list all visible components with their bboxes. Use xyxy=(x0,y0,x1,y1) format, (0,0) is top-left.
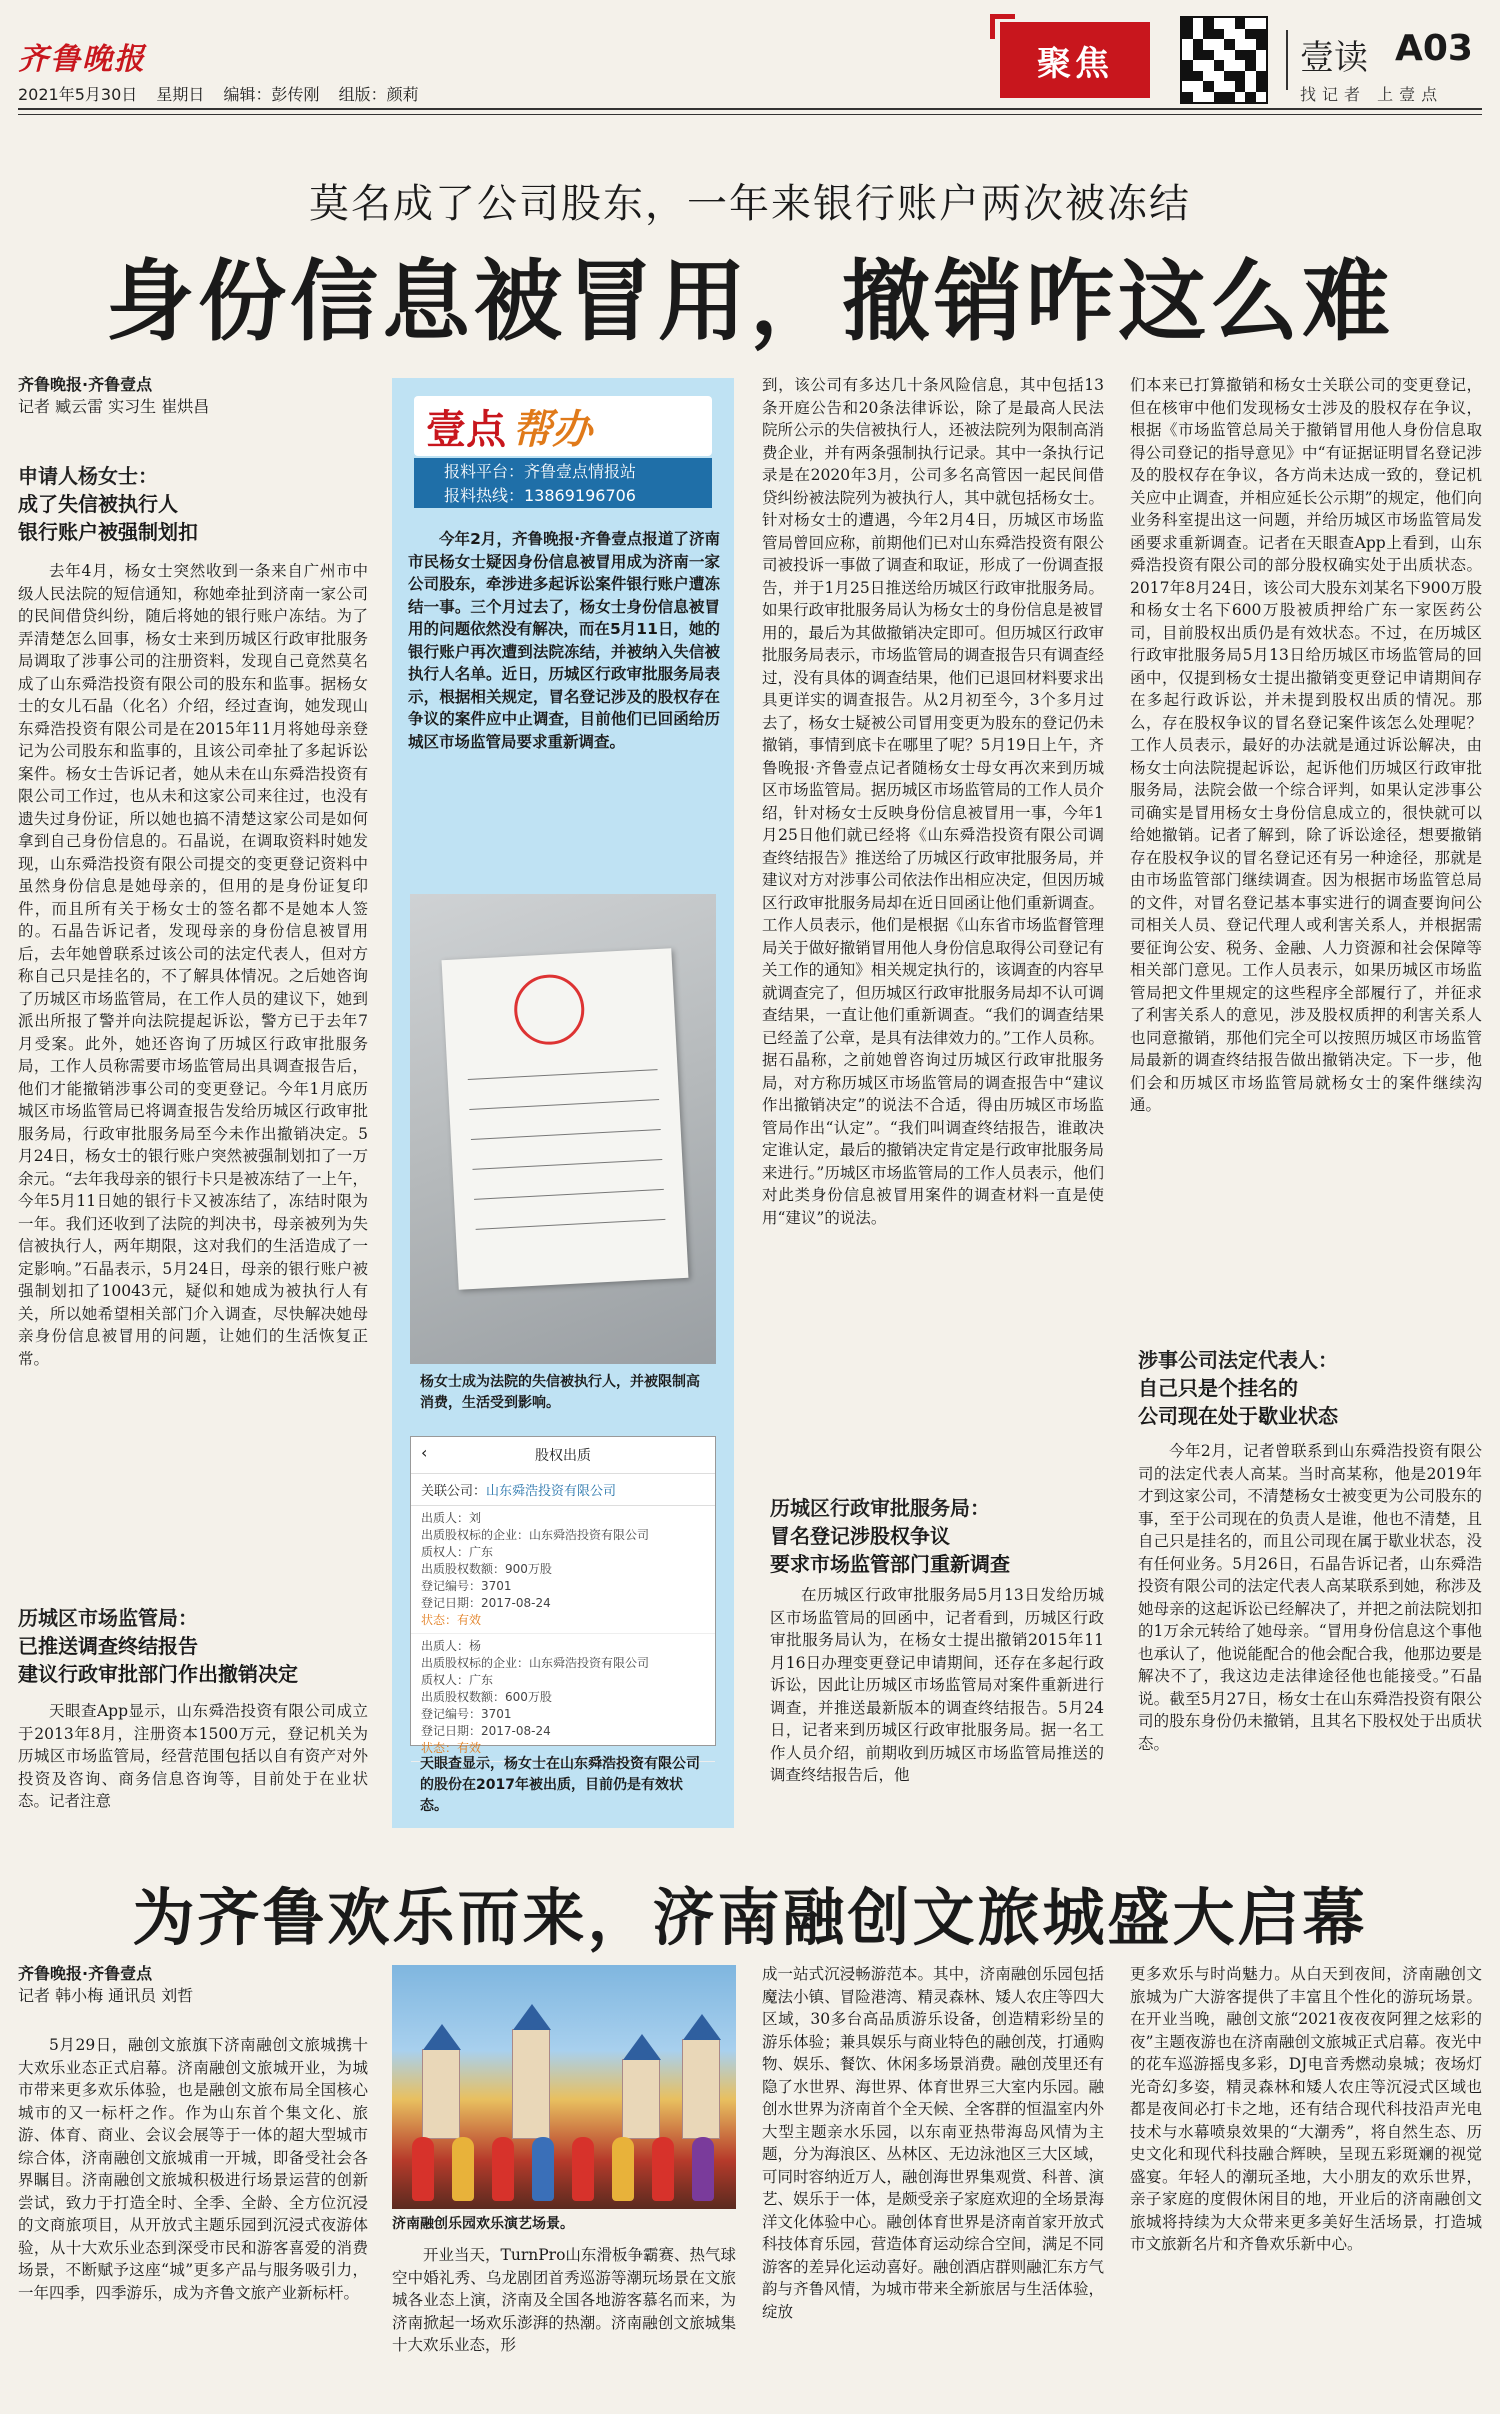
help-box-text: 今年2月，齐鲁晚报·齐鲁壹点报道了济南市民杨女士疑因身份信息被冒用成为济南一家公司股东，牵涉进多起诉讼案件银行账户遭冻结一事。三个月过去了，杨女士身份信息被冒用的问题依然没有解决，而在5月11日，她的银行账户再次遭到法院冻结，并被纳入失信被执行人名单。近日，历城区行政审批服务局表示，根据相关规定，冒名登记涉及的股权存在争议的案件应中止调查，目前他们已回函给历城区市场监管局要求重新调查。 xyxy=(408,530,720,751)
court-document-image xyxy=(442,948,689,1290)
subheading-line: 冒名登记涉股权争议 xyxy=(770,1524,950,1548)
pledge-record: 出质人：杨 出质股权标的企业：山东舜浩投资有限公司 质权人：广东 出质股权数额：600万股 登记编号：3701 登记日期：2017-08-24 状态：有效 xyxy=(411,1634,715,1762)
story1-headline: 身份信息被冒用，撤销咋这么难 xyxy=(105,250,1394,353)
equity-pledge-screenshot xyxy=(410,1436,716,1755)
story1-column-3: 到，该公司有多达几十条风险信息，其中包括13条开庭公告和20条法律诉讼，除了是最高人民法院所公示的失信被执行人，还被法院列为限制高消费企业，并有两条强制执行记录。其中一条执行记录是在2020年3月，公司多名高管因一起民间借贷纠纷被法院列为被执行人，其中就包括杨女士。针对杨女士的遭遇，今年2月4日，历城区市场监管局曾回应称，前期他们已对山东舜浩投资有限公司被投诉一事做了调查和取证，形成了一份调查报告，并于1月25日推送给历城区行政审批服务局。如果行政审批服务局认为杨女士的身份信息是被冒用的，最后为其做撤销决定即可。但历城区行政审批服务局表示，市场监管局的调查报告只有调查经过，没有具体的调查结果，他们已退回材料要求出具更详实的调查报告。从2月初至今，3个多月过去了，杨女士疑被公司冒用变更为股东的登记仍未撤销，事情到底卡在哪里了呢？5月19日上午，齐鲁晚报·齐鲁壹点记者随杨女士母女再次来到历城区市场监管局。据历城区市场监管局的工作人员介绍，针对杨女士反映身份信息被冒用一事，今年1月25日他们就已经将《山东舜浩投资有限公司调查终结报告》推送给了历城区行政审批服务局，并建议对方对涉事公司依法作出相应决定，但因历城区行政审批服务局却在近日回函让他们重新调查。工作人员表示，他们是根据《山东省市场监督管理局关于做好撤销冒用他人身份信息取得公司登记有关工作的通知》相关规定执行的，该调查的内容早就调查完了，但历城区行政审批服务局却不认可调查结果，一直让他们重新调查。“我们的调查结果已经盖了公章，是具有法律效力的。”工作人员称。据石晶称，之前她曾咨询过历城区行政审批服务局，对方称历城区市场监管局的调查报告中“建议作出撤销决定”的说法不合适，得由历城区市场监管局作出“认定”。“我们叫调查终结报告，谁敢决定谁认定，最后的撤销决定肯定是行政审批服务局来进行。”历城区市场监管局的工作人员表示，他们对此类身份信息被冒用案件的调查材料一直是使用“建议”的说法。 xyxy=(762,376,1104,1227)
story1-column-4b: 今年2月，记者曾联系到山东舜浩投资有限公司的法定代表人高某。当时高某称，他是2019年才到这家公司，不清楚杨女士被变更为公司股东的事，至于公司现在的负责人是谁，他也不清楚，且自己只是挂名的，而且公司现在属于歇业状态，没有任何业务。5月26日，石晶告诉记者，山东舜浩投资有限公司的法定代表人高某联系到她，称涉及她母亲的这起诉讼已经解决了，并把之前法院划扣的1万余元转给了她母亲。“冒用身份信息这个事他也承认了，他说能配合的他会配合我，他那边要是解决不了，我这边走法律途径他也能接受。”石晶说。截至5月27日，杨女士在山东舜浩投资有限公司的股东身份仍未撤销，且其名下股权处于出质状态。 xyxy=(1138,1442,1482,1753)
byline-names: 记者 韩小梅 通讯员 刘哲 xyxy=(18,1986,194,2005)
back-arrow-icon[interactable]: ‹ xyxy=(421,1443,428,1462)
story1-kicker: 莫名成了公司股东，一年来银行账户两次被冻结 xyxy=(309,181,1191,227)
editor-credit: 编辑：彭传刚 xyxy=(223,85,320,104)
story2-column-2: 开业当天，TurnPro山东滑板争霸赛、热气球空中婚礼秀、乌龙剧团首秀巡游等潮玩场景在文旅城各业态上演，济南及全国各地游客慕名而来，为济南掀起一场欢乐澎湃的热潮。济南融创文旅城集十大欢乐业态，形 xyxy=(392,2246,736,2354)
story2-byline xyxy=(18,1963,368,2007)
help-box-header xyxy=(414,396,712,508)
story1-byline xyxy=(18,374,368,418)
story1-column-1b: 天眼查App显示，山东舜浩投资有限公司成立于2013年8月，注册资本1500万元，登记机关为历城区市场监管局，经营范围包括以自有资产对外投资及咨询、商务信息咨询等，目前处于在业状态。记者注意 xyxy=(18,1702,368,1810)
story1-column-4: 们本来已打算撤销和杨女士关联公司的变更登记，但在核审中他们发现杨女士涉及的股权存在争议，根据《市场监管总局关于撤销冒用他人身份信息取得公司登记的指导意见》中“有证据证明冒名登记涉及的股权存在争议，各方尚未达成一致的，登记机关应中止调查，并相应延长公示期”的规定，他们向业务科室提出这一问题，并给历城区市场监管局发函要求重新调查。记者在天眼查App上看到，山东舜浩投资有限公司的部分股权确实处于出质状态。2017年8月24日，该公司大股东刘某名下900万股和杨女士名下600万股被质押给广东一家医药公司，目前股权出质仍是有效状态。不过，在历城区行政审批服务局5月13日给历城区市场监管局的回函中，仅提到杨女士提出撤销变更登记申请期间存在多起行政诉讼，并未提到股权出质的情况。那么，存在股权争议的冒名登记案件该怎么处理呢？工作人员表示，最好的办法就是通过诉讼解决，由杨女士向法院提起诉讼，起诉他们历城区行政审批服务局，法院会做一个综合评判，如果认定涉事公司确实是冒用杨女士身份信息成立的，很快就可以给她撤销。记者了解到，除了诉讼途径，想要撤销存在股权争议的冒名登记还有另一种途径，那就是由市场监管部门继续调查。因为根据市场监管总局的文件，对冒名登记基本事实进行的调查要询问公司相关人员、登记代理人或利害关系人，并根据需要征询公安、税务、金融、人力资源和社会保障等相关部门意见。工作人员表示，如果历城区市场监管局把文件里规定的这些程序全部履行了，并征求了利害关系人的意见，涉及股权质押的利害关系人也同意撤销，那他们完全可以按照历城区市场监管局最新的调查终结报告做出撤销决定。下一步，他们会和历城区市场监管局就杨女士的案件继续沟通。 xyxy=(1130,376,1482,1114)
byline-source: 齐鲁晚报·齐鲁壹点 xyxy=(18,1964,153,1983)
help-box-contact xyxy=(414,458,712,508)
section-slogan: 找记者 上壹点 xyxy=(1300,85,1444,104)
section-tag: 聚焦 xyxy=(1000,22,1150,98)
header-rule-thin xyxy=(18,114,1482,115)
header-divider xyxy=(1286,30,1288,90)
subheading-line: 已推送调查终结报告 xyxy=(18,1634,198,1658)
newspaper-logo: 齐鲁晚报 xyxy=(18,42,146,77)
issue-meta xyxy=(18,82,433,105)
subheading-lead: 历城区市场监管局： xyxy=(18,1606,198,1630)
byline-source: 齐鲁晚报·齐鲁壹点 xyxy=(18,375,153,394)
subheading-market-bureau xyxy=(18,1604,368,1688)
related-company: 关联公司：山东舜浩投资有限公司 xyxy=(411,1474,715,1506)
help-box-platform: 报料平台：齐鲁壹点情报站 xyxy=(444,462,637,481)
story2-column-3: 成一站式沉浸畅游范本。其中，济南融创乐园包括魔法小镇、冒险港湾、精灵森林、矮人农庄等四大区域，30多台高品质游乐设备，创造精彩纷呈的游乐体验；兼具娱乐与商业特色的融创茂，打通购物、娱乐、餐饮、休闲多场景消费。融创茂里还有隐了水世界、海世界、体育世界三大室内乐园。融创水世界为济南首个全天候、全客群的恒温室内外大型主题亲水乐园，以东南亚热带海岛风情为主题，分为海浪区、丛林区、无边泳池区三大区域，可同时容纳近万人，融创海世界集观赏、科普、演艺、娱乐于一体，是颇受亲子家庭欢迎的全场景海洋文化体验中心。融创体育世界是济南首家开放式科技体育乐园，营造体育运动综合空间，满足不同游客的差异化运动喜好。融创酒店群则融汇东方气韵与齐鲁风情，为城市带来全新旅居与生活体验，绽放 xyxy=(762,1965,1104,2321)
subheading-lead: 历城区行政审批服务局： xyxy=(770,1496,990,1520)
subheading-line: 要求市场监管部门重新调查 xyxy=(770,1552,1010,1576)
subheading-legal-rep xyxy=(1138,1346,1482,1430)
court-notice-photo xyxy=(410,894,716,1364)
subheading-line: 自己只是个挂名的 xyxy=(1138,1376,1298,1400)
screenshot-title: 股权出质 xyxy=(411,1437,715,1474)
layout-credit: 组版：颜莉 xyxy=(338,85,419,104)
story1-column-3b: 在历城区行政审批服务局5月13日发给历城区市场监管局的回函中，记者看到，历城区行政审批服务局认为，在杨女士提出撤销2015年11月16日办理变更登记申请期间，还存在多起行政诉讼，因此让历城区市场监管局对案件重新进行调查，并推送最新版本的调查终结报告。5月24日，记者来到历城区行政审批服务局。据一名工作人员介绍，前期收到历城区市场监管局推送的调查终结报告后，他 xyxy=(770,1586,1104,1784)
theme-park-photo xyxy=(392,1965,736,2209)
story1-column-1: 去年4月，杨女士突然收到一条来自广州市中级人民法院的短信通知，称她牵扯到济南一家公司的民间借贷纠纷，随后将她的银行账户冻结。为了弄清楚怎么回事，杨女士来到历城区行政审批服务局调取了涉事公司的注册资料，发现自己竟然莫名成了山东舜浩投资有限公司的股东和监事。据杨女士的女儿石晶（化名）介绍，经过查询，她发现山东舜浩投资有限公司是在2015年11月将她母亲登记为公司股东和监事的，且该公司牵扯了多起诉讼案件。杨女士告诉记者，她从未在山东舜浩投资有限公司工作过，也从未和这家公司来往过，也没有遗失过身份证，所以她也搞不清楚这家公司是如何拿到自己身份信息的。石晶说，在调取资料时她发现，山东舜浩投资有限公司提交的变更登记资料中虽然身份信息是她母亲的，但用的是身份证复印件，而且所有关于杨女士的签名都不是她本人签的。石晶告诉记者，发现母亲的身份信息被冒用后，去年她曾联系过该公司的法定代表人，但对方称自己只是挂名的，不了解具体情况。之后她咨询了历城区市场监管局，在工作人员的建议下，她到派出所报了警并向法院提起诉讼，警方已于去年7月受案。此外，她还咨询了历城区行政审批服务局，工作人员称需要市场监管局出具调查报告后，他们才能撤销涉事公司的变更登记。今年1月底历城区市场监管局已将调查报告发给历城区行政审批服务局，行政审批服务局至今未作出撤销决定。5月24日，杨女士的银行账户突然被强制划扣了一万余元。“去年我母亲的银行卡只是被冻结了一上午，今年5月11日她的银行卡又被冻结了，冻结时限为一年。我们还收到了法院的判决书，母亲被列为失信被执行人，两年期限，这对我们的生活造成了一定影响。”石晶表示，5月24日，母亲的银行账户被强制划扣了10043元，疑似和她成为被执行人有关，所以她希望相关部门介入调查，尽快解决她母亲身份信息被冒用的问题，让她们的生活恢复正常。 xyxy=(18,562,368,1368)
page-header xyxy=(0,0,1500,128)
subheading-line: 银行账户被强制划扣 xyxy=(18,520,198,544)
byline-names: 记者 臧云雷 实习生 崔烘昌 xyxy=(18,397,210,416)
help-box-title xyxy=(414,396,712,456)
qr-code-icon[interactable] xyxy=(1180,16,1268,104)
subheading-line: 成了失信被执行人 xyxy=(18,492,178,516)
story2-column-1: 5月29日，融创文旅旗下济南融创文旅城携十大欢乐业态正式启幕。济南融创文旅城开业，为城市带来更多欢乐体验，也是融创文旅布局全国核心城市的又一标杆之作。作为山东首个集文化、旅游、体育、商业、会议会展等于一体的超大型城市综合体，济南融创文旅城甫一开城，即备受社会各界瞩目。济南融创文旅城积极进行场景运营的创新尝试，致力于打造全时、全季、全龄、全方位沉浸的文商旅项目，从开放式主题乐园到沉浸式夜游体验，从十大欢乐业态到深受市民和游客喜爱的消费场景，不断赋予这座“城”更多产品与服务吸引力，一年四季，四季游乐，成为齐鲁文旅产业新标杆。 xyxy=(18,2036,368,2302)
subheading-line: 公司现在处于歇业状态 xyxy=(1138,1404,1338,1428)
story2-headline: 为齐鲁欢乐而来，济南融创文旅城盛大启幕 xyxy=(132,1881,1368,1954)
subheading-approval-bureau xyxy=(770,1494,1104,1578)
photo2-caption: 天眼查显示，杨女士在山东舜浩投资有限公司的股份在2017年被出质，目前仍是有效状态。 xyxy=(420,1756,700,1814)
header-rule xyxy=(18,108,1482,110)
help-box-hotline: 报料热线：13869196706 xyxy=(444,486,636,505)
page-number: A03 xyxy=(1395,28,1473,69)
subheading-line: 建议行政审批部门作出撤销决定 xyxy=(18,1662,298,1686)
help-box-title-b: 帮办 xyxy=(512,406,592,453)
help-box xyxy=(392,378,734,1828)
issue-weekday: 星期日 xyxy=(156,85,205,104)
pledge-record: 出质人：刘 出质股权标的企业：山东舜浩投资有限公司 质权人：广东 出质股权数额：900万股 登记编号：3701 登记日期：2017-08-24 状态：有效 xyxy=(411,1506,715,1634)
photo1-caption: 杨女士成为法院的失信被执行人，并被限制高消费，生活受到影响。 xyxy=(420,1374,700,1411)
story2-column-4: 更多欢乐与时尚魅力。从白天到夜间，济南融创文旅城为广大游客提供了丰富且个性化的游玩场景。在开业当晚，融创文旅“2021夜夜夜阿狸之炫彩的夜”主题夜游也在济南融创文旅城正式启幕。夜光中的花车巡游摇曳多彩，DJ电音秀燃动泉城；夜场灯光奇幻多姿，精灵森林和矮人农庄等沉浸式区域也都是夜间必打卡之地，还有结合现代科技沿声光电技术与水幕喷泉效果的“大潮秀”，将自然生态、历史文化和现代科技融合辉映，呈现五彩斑斓的视觉盛宴。年轻人的潮玩圣地，大小朋友的欢乐世界，亲子家庭的度假休闲目的地，开业后的济南融创文旅城将持续为大众带来更多美好生活场景，打造城市文旅新名片和齐鲁欢乐新中心。 xyxy=(1130,1965,1482,2253)
section-name: 壹读 xyxy=(1300,38,1368,78)
issue-date: 2021年5月30日 xyxy=(18,85,138,104)
court-seal-icon xyxy=(512,973,586,1047)
theme-park-caption: 济南融创乐园欢乐演艺场景。 xyxy=(392,2216,574,2232)
subheading-lead: 涉事公司法定代表人： xyxy=(1138,1348,1338,1372)
subheading-lead: 申请人杨女士： xyxy=(18,464,158,488)
help-box-title-a: 壹点 xyxy=(426,406,506,453)
subheading-applicant xyxy=(18,462,368,546)
